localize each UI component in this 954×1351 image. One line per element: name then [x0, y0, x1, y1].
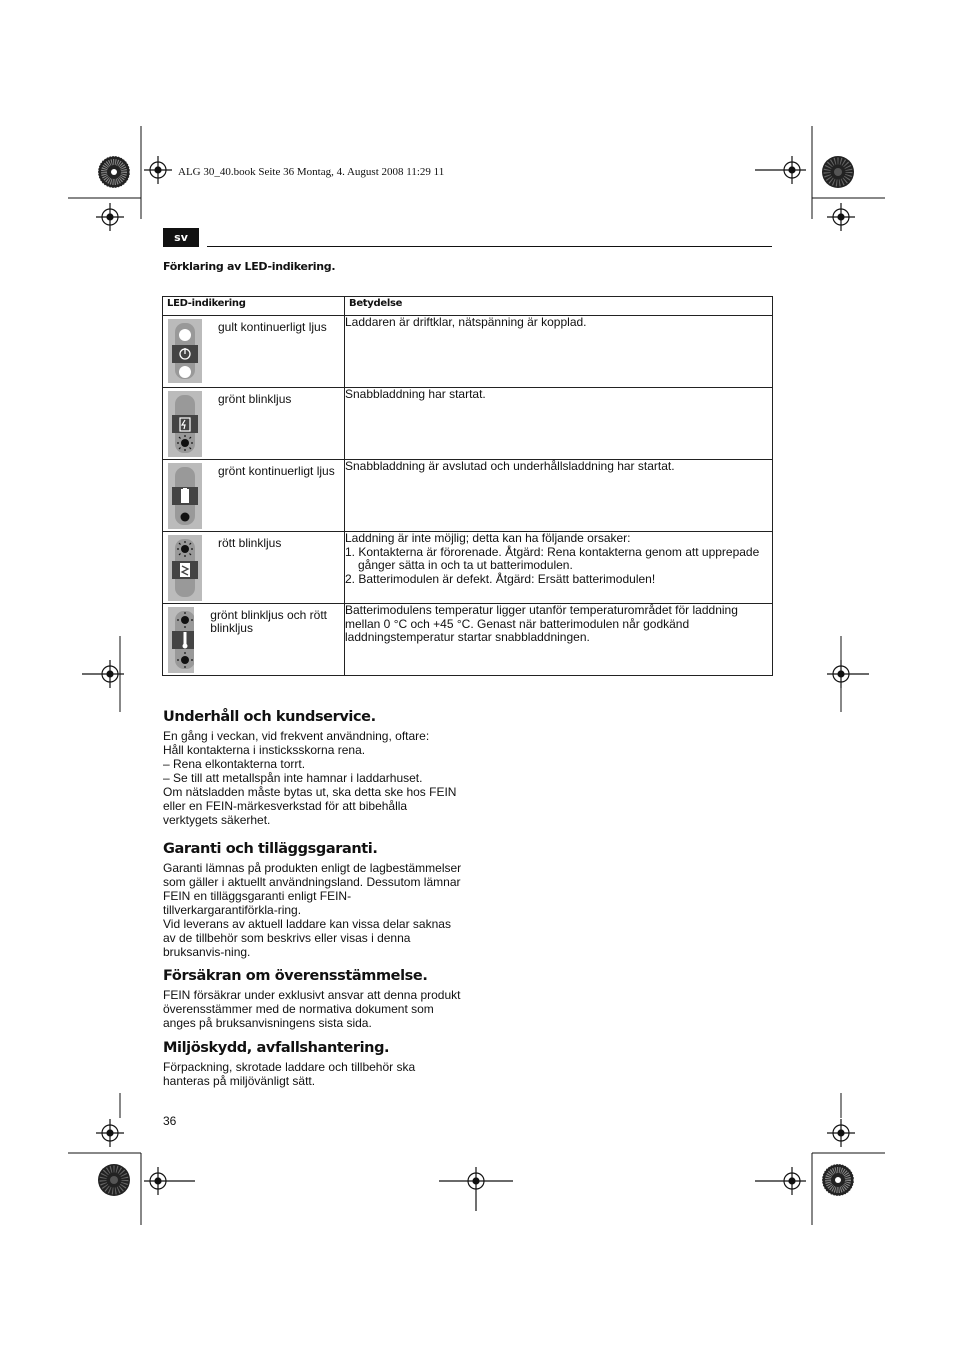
- led-section-title: Förklaring av LED-indikering.: [163, 260, 336, 273]
- paragraph: Håll kontakterna i insticksskorna rena.: [163, 743, 366, 757]
- indicator-label: grönt blinkljus: [218, 392, 292, 406]
- section-heading: Försäkran om överensstämmelse.: [163, 968, 428, 984]
- table-row: [163, 532, 773, 604]
- page-number: 36: [163, 1114, 177, 1128]
- meaning-text: Snabbladdning är avslutad och underhållsladdning har startat.: [345, 460, 773, 532]
- table-row: [163, 316, 773, 388]
- paragraph: Om nätsladden måste bytas ut, ska detta ske hos FEIN eller en FEIN-märkesverkstad för att bibehålla verktygets säkerhet.: [163, 785, 457, 827]
- meaning-text: Laddning är inte möjlig; detta kan ha följande orsaker:: [345, 531, 631, 545]
- environment-section: [163, 1039, 463, 1088]
- header-rule: [207, 246, 772, 247]
- thermometer-icon: [168, 607, 194, 673]
- paragraph: FEIN försäkrar under exklusivt ansvar att denna produkt överensstämmer med de normativa dokument som anges på bruksanvisningens sista sida.: [163, 988, 461, 1030]
- indicator-label: gult kontinuerligt ljus: [218, 320, 327, 334]
- column-header-indicator: LED-indikering: [163, 297, 345, 316]
- table-row: [163, 460, 773, 532]
- paragraph: Vid leverans av aktuell laddare kan vissa delar saknas av de tillbehör som beskrivs eller visas i denna bruksanvis-ning.: [163, 917, 451, 959]
- battery-full-icon: [168, 463, 202, 529]
- list-item: – Se till att metallspån inte hamnar i laddarhuset.: [163, 771, 423, 785]
- cause-list: [345, 546, 772, 587]
- warranty-section: [163, 840, 463, 959]
- column-header-meaning: Betydelse: [345, 297, 773, 316]
- print-header: ALG 30_40.book Seite 36 Montag, 4. August 2008 11:29 11: [178, 166, 445, 178]
- paragraph: Förpackning, skrotade laddare och tillbehör ska hanteras på miljövänligt sätt.: [163, 1060, 416, 1088]
- table-row: [163, 388, 773, 460]
- list-item: – Rena elkontakterna torrt.: [163, 757, 306, 771]
- meaning-text: Snabbladdning har startat.: [345, 388, 773, 460]
- meaning-text: Batterimodulens temperatur ligger utanför temperaturområdet för laddning mellan 0 °C och +45 °C. Genast när batterimodulen når godkänd laddningstemperatur startar snabbladdningen.: [345, 604, 773, 676]
- section-heading: Garanti och tilläggsgaranti.: [163, 841, 378, 857]
- paragraph: En gång i veckan, vid frekvent användning, oftare:: [163, 729, 430, 743]
- paragraph: Garanti lämnas på produkten enligt de lagbestämmelser som gäller i aktuellt användningsland. Dessutom lämnar FEIN en tilläggsgaranti enligt FEIN-tillverkargarantiförkla-ring.: [163, 861, 462, 917]
- power-led-icon: [168, 319, 202, 383]
- list-item: 1. Kontakterna är förorenade. Åtgärd: Rena kontakterna genom att upprepade gånger sätta in och ta ut batterimodulen.: [345, 544, 760, 572]
- led-table-header: [163, 297, 773, 316]
- language-badge: sv: [163, 228, 199, 247]
- conformity-section: [163, 967, 463, 1030]
- table-row: [163, 604, 773, 676]
- indicator-label: grönt kontinuerligt ljus: [218, 464, 335, 478]
- meaning-text: Laddaren är driftklar, nätspänning är kopplad.: [345, 316, 773, 388]
- indicator-label: rött blinkljus: [218, 536, 282, 550]
- list-item: 2. Batterimodulen är defekt. Åtgärd: Ersätt batterimodulen!: [345, 571, 656, 586]
- section-heading: Underhåll och kundservice.: [163, 709, 376, 725]
- section-heading: Miljöskydd, avfallshantering.: [163, 1040, 390, 1056]
- indicator-label: grönt blinkljus och rött blinkljus: [210, 608, 327, 635]
- maintenance-section: [163, 708, 463, 827]
- charging-battery-blink-icon: [168, 391, 202, 457]
- led-table: [162, 296, 773, 676]
- battery-error-icon: [168, 535, 202, 601]
